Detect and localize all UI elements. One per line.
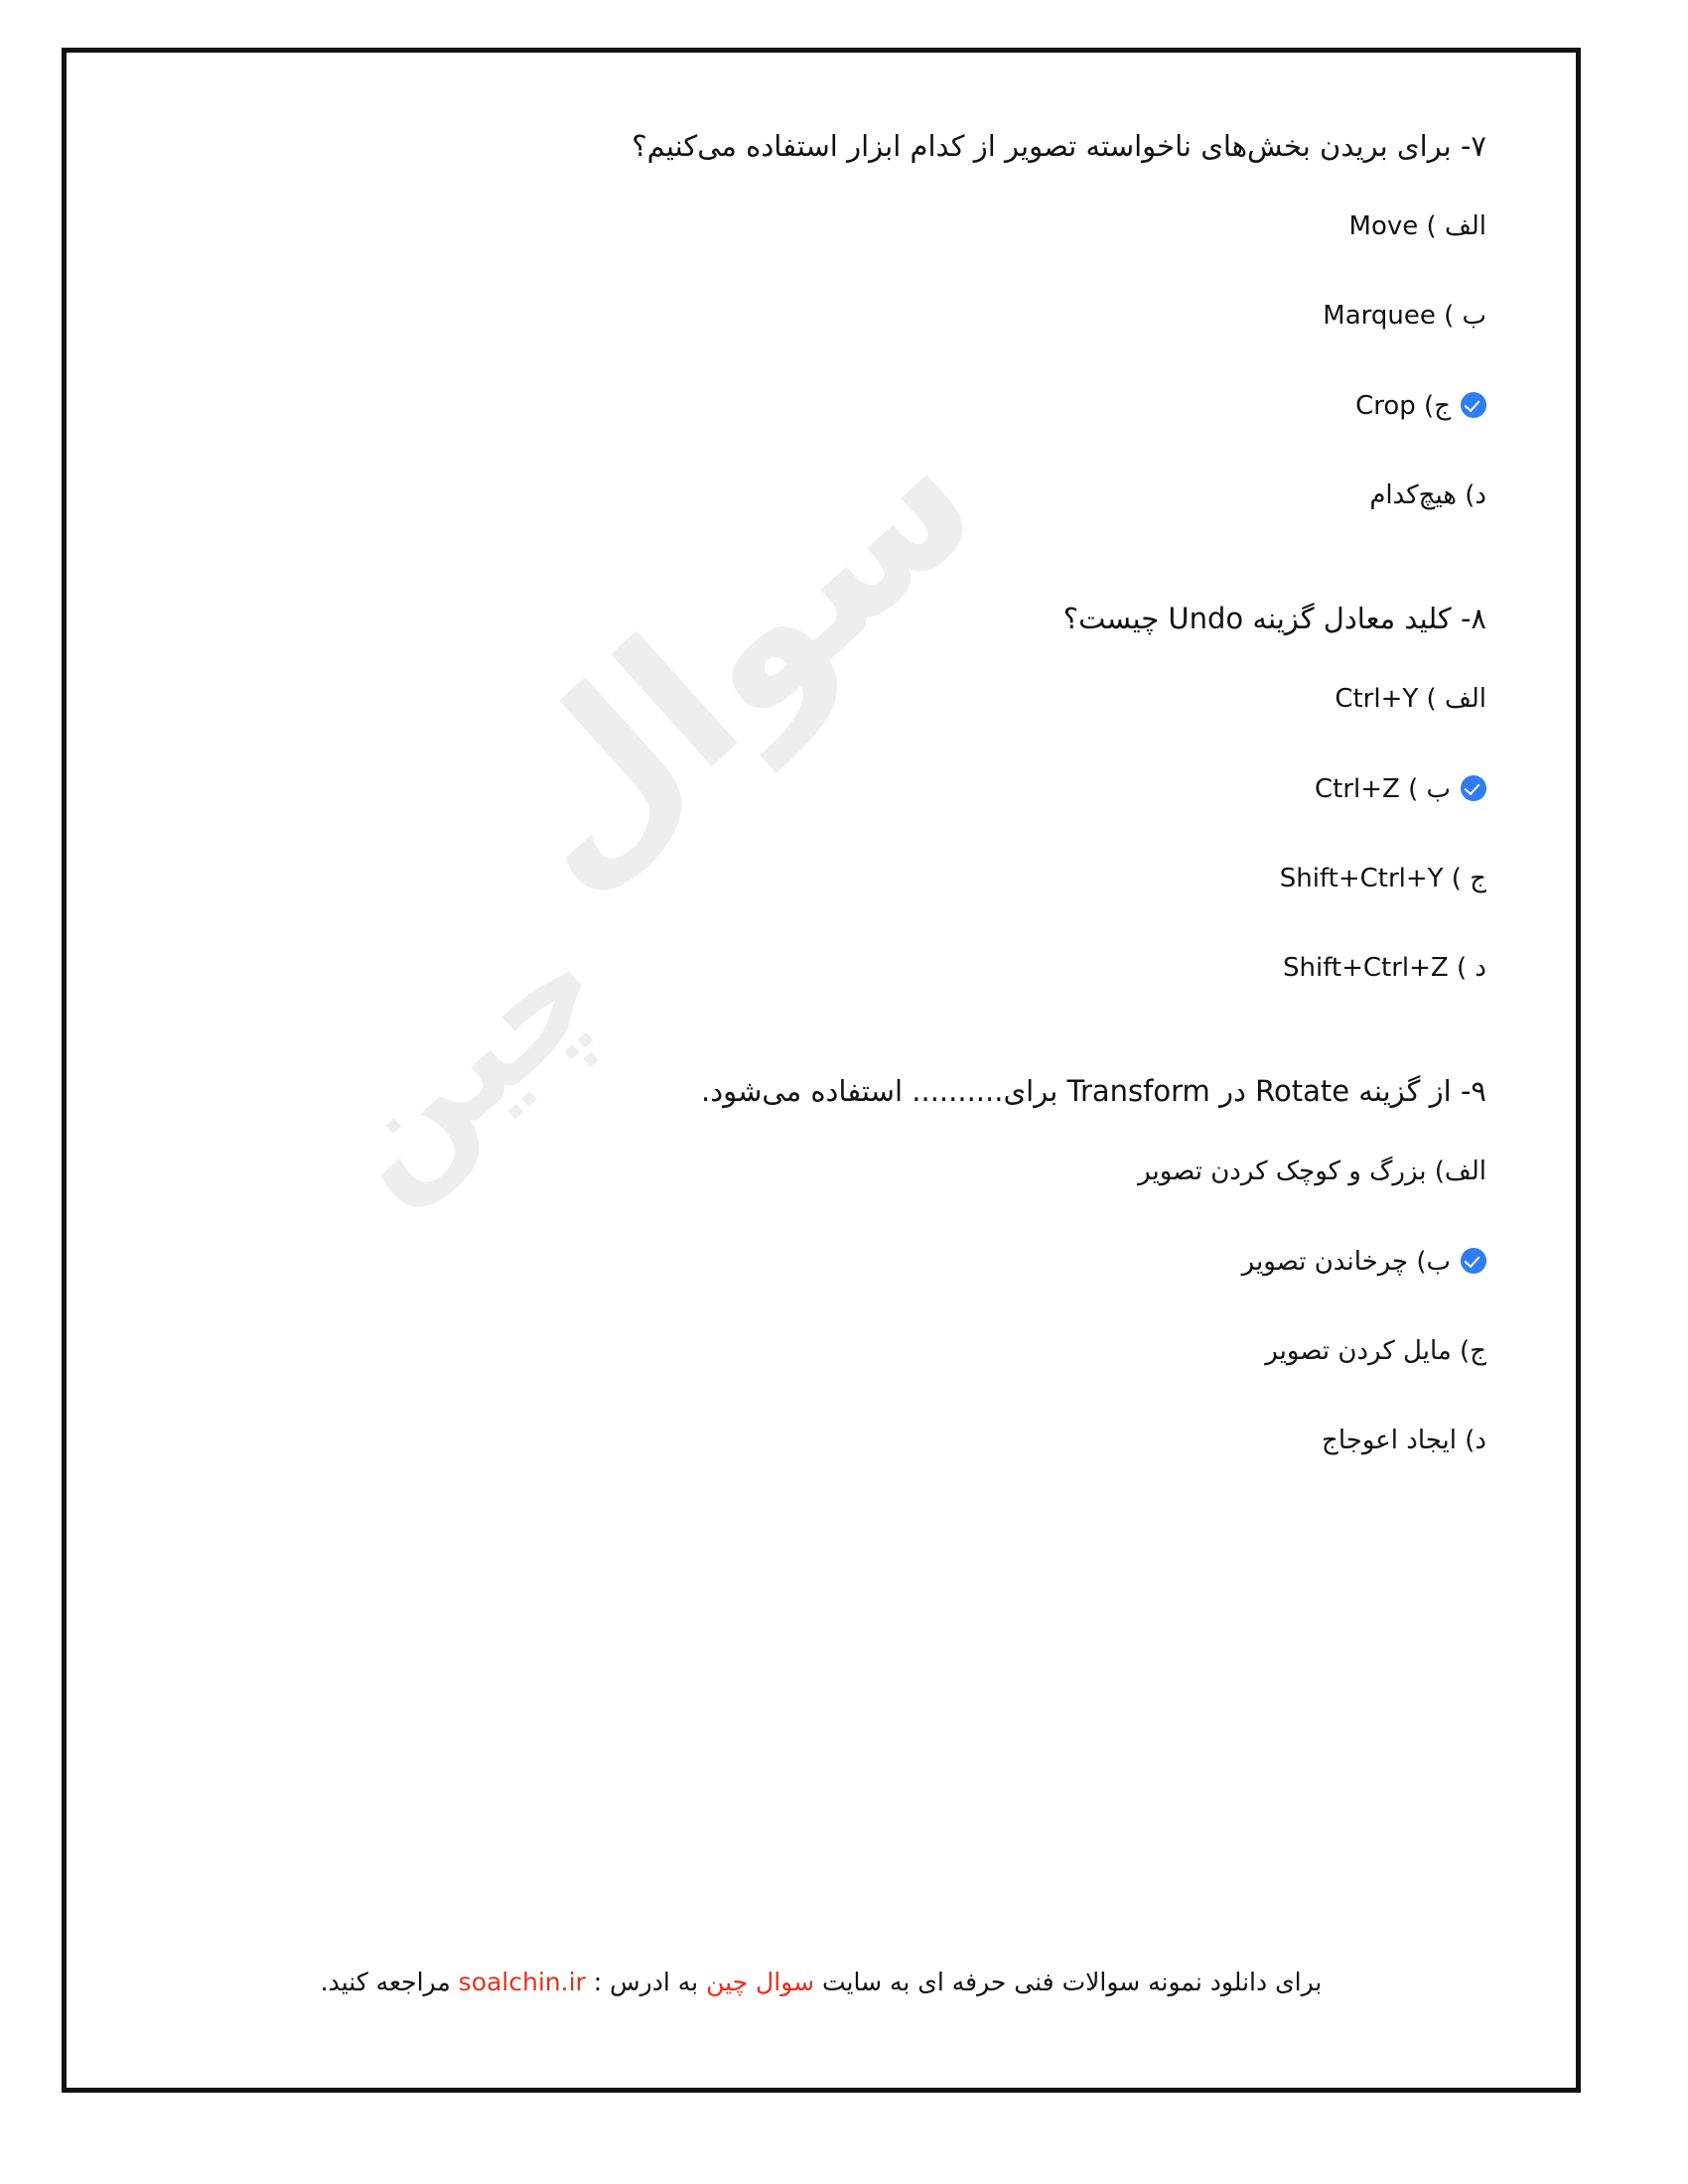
option-8-b[interactable]	[156, 767, 1486, 811]
footer-site-link[interactable]: soalchin.ir	[458, 1968, 586, 1996]
option-label: الف ) Ctrl+Y	[1335, 684, 1486, 715]
option-9-b[interactable]	[156, 1240, 1486, 1284]
option-label: ب ) Marquee	[1323, 301, 1486, 332]
question-title-8: ۸- کلید معادل گزینه Undo چیست؟	[1062, 602, 1486, 636]
option-label: ج) Crop	[1355, 390, 1451, 421]
option-7-c[interactable]	[156, 384, 1486, 428]
option-9-a[interactable]	[156, 1150, 1486, 1193]
document-page	[62, 48, 1581, 2093]
watermark-line-2: چین	[295, 896, 636, 1228]
option-8-d[interactable]	[156, 946, 1486, 990]
option-label: د) ایجاد اعوجاج	[1322, 1425, 1486, 1455]
option-label: د) هیچ‌کدام	[1369, 479, 1486, 510]
watermark-line-1: سوال	[448, 381, 1020, 928]
option-9-d[interactable]	[156, 1419, 1486, 1462]
question-block-9	[156, 1067, 1486, 1462]
footer-text-before: برای دانلود نمونه سوالات فنی حرفه ای به سایت	[814, 1968, 1323, 1996]
option-label: الف ) Move	[1348, 211, 1486, 242]
option-label: د ) Shift+Ctrl+Z	[1282, 952, 1486, 983]
option-label: ب ) Ctrl+Z	[1314, 773, 1451, 804]
question-title-9: ۹- از گزینه Rotate در Transform برای.......... استفاده می‌شود.	[700, 1074, 1486, 1109]
correct-answer-check-icon	[1461, 392, 1486, 418]
option-8-c[interactable]	[156, 857, 1486, 900]
option-9-c[interactable]	[156, 1329, 1486, 1373]
option-8-a[interactable]	[156, 677, 1486, 721]
footer-note	[67, 1968, 1576, 1996]
option-label: ب) چرخاندن تصویر	[1241, 1246, 1451, 1277]
question-title-7: ۷- برای بریدن بخش‌های ناخواسته تصویر از کدام ابزار استفاده می‌کنیم؟	[632, 129, 1486, 163]
option-label: الف) بزرگ و کوچک کردن تصویر	[1138, 1157, 1486, 1187]
questions-list	[156, 122, 1486, 1462]
footer-text-middle: به ادرس :	[585, 1968, 707, 1996]
option-label: ج ) Shift+Ctrl+Y	[1279, 863, 1486, 893]
option-7-b[interactable]	[156, 294, 1486, 338]
question-block-8	[156, 595, 1486, 990]
footer-brand: سوال چین	[706, 1968, 815, 1996]
option-7-d[interactable]	[156, 474, 1486, 517]
question-block-7	[156, 122, 1486, 517]
option-7-a[interactable]	[156, 205, 1486, 248]
option-label: ج) مایل کردن تصویر	[1265, 1335, 1486, 1366]
footer-text-after: مراجعه کنید.	[320, 1968, 459, 1996]
correct-answer-check-icon	[1461, 775, 1486, 801]
correct-answer-check-icon	[1461, 1248, 1486, 1274]
